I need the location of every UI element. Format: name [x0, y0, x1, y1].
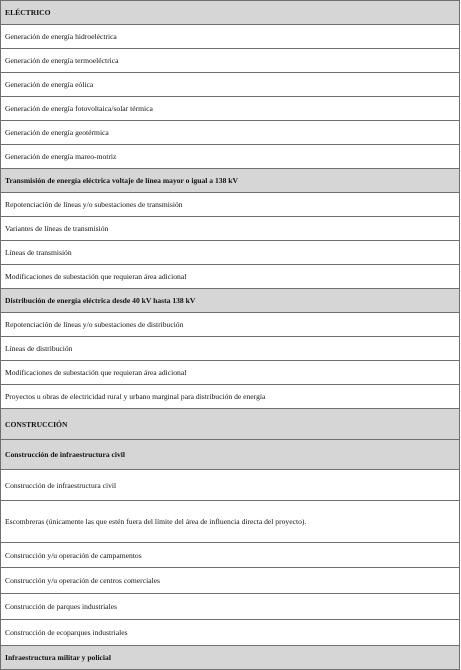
- table-cell: Proyectos u obras de electricidad rural y urbano marginal para distribución de energía: [1, 385, 460, 409]
- table-cell: Infraestructura militar y policial: [1, 646, 460, 670]
- table-row: [1, 568, 460, 594]
- table-cell: Modificaciones de subestación que requieran área adicional: [1, 265, 460, 289]
- table-cell: Construcción de parques industriales: [1, 594, 460, 620]
- table-row: [1, 25, 460, 49]
- table-cell: Repotenciación de líneas y/o subestaciones de distribución: [1, 313, 460, 337]
- table-row: [1, 594, 460, 620]
- section-header-row: [1, 169, 460, 193]
- table-cell: Construcción de ecoparques industriales: [1, 620, 460, 646]
- table-row: [1, 470, 460, 501]
- table-cell: Generación de energía fotovoltaica/solar térmica: [1, 97, 460, 121]
- table-row: [1, 145, 460, 169]
- table-row: [1, 265, 460, 289]
- section-header-row: [1, 289, 460, 313]
- section-header-row: [1, 440, 460, 470]
- table-cell: Construcción y/u operación de centros comerciales: [1, 568, 460, 594]
- table-row: [1, 337, 460, 361]
- table-cell: Construcción de infraestructura civil: [1, 470, 460, 501]
- table-cell: Líneas de distribución: [1, 337, 460, 361]
- table-cell: Líneas de transmisión: [1, 241, 460, 265]
- table-row: [1, 241, 460, 265]
- section-header-row: [1, 646, 460, 670]
- table-row: [1, 543, 460, 568]
- table-row: [1, 385, 460, 409]
- table-cell: Variantes de líneas de transmisión: [1, 217, 460, 241]
- table-row: [1, 49, 460, 73]
- table-cell: Generación de energía geotérmica: [1, 121, 460, 145]
- table-cell: Generación de energía hidroeléctrica: [1, 25, 460, 49]
- table-row: [1, 217, 460, 241]
- table-cell: Transmisión de energía eléctrica voltaje de línea mayor o igual a 138 kV: [1, 169, 460, 193]
- table-cell: Escombreras (únicamente las que estén fuera del límite del área de influencia directa del proyecto).: [1, 501, 460, 543]
- table-row: [1, 193, 460, 217]
- table-cell: ELÉCTRICO: [1, 1, 460, 25]
- table-cell: Repotenciación de líneas y/o subestaciones de transmisión: [1, 193, 460, 217]
- activities-table-body: [1, 1, 460, 670]
- table-row: [1, 361, 460, 385]
- table-cell: Construcción y/u operación de campamentos: [1, 543, 460, 568]
- section-header-row: [1, 1, 460, 25]
- table-cell: Generación de energía termoeléctrica: [1, 49, 460, 73]
- table-row: [1, 121, 460, 145]
- table-cell: Modificaciones de subestación que requieran área adicional: [1, 361, 460, 385]
- table-cell: Generación de energía eólica: [1, 73, 460, 97]
- table-cell: Generación de energía mareo-motriz: [1, 145, 460, 169]
- section-header-row: [1, 409, 460, 440]
- table-row: [1, 620, 460, 646]
- table-cell: CONSTRUCCIÓN: [1, 409, 460, 440]
- table-row: [1, 73, 460, 97]
- table-cell: Distribución de energía eléctrica desde 40 kV hasta 138 kV: [1, 289, 460, 313]
- table-row: [1, 313, 460, 337]
- table-cell: Construcción de infraestructura civil: [1, 440, 460, 470]
- table-row: [1, 97, 460, 121]
- table-row: [1, 501, 460, 543]
